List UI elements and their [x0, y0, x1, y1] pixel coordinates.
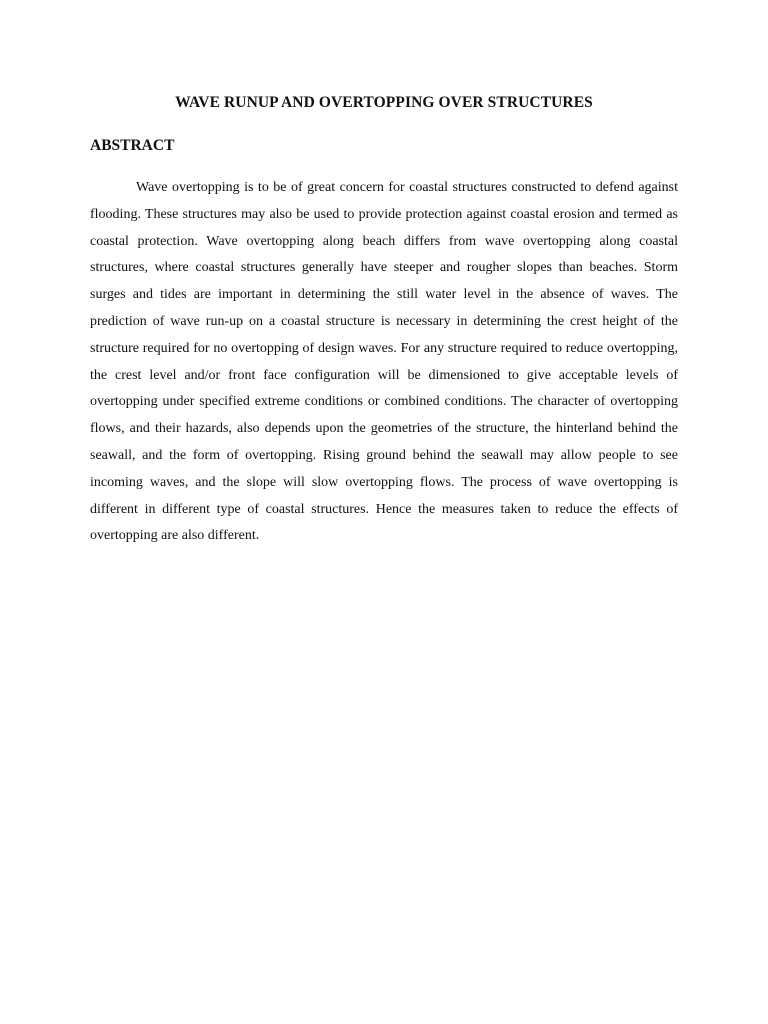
document-title: WAVE RUNUP AND OVERTOPPING OVER STRUCTURES — [175, 94, 593, 111]
abstract-paragraph: Wave overtopping is to be of great concern for coastal structures constructed to defend against flooding. These structures may also be used to provide protection against coastal erosion and termed as coastal protection. Wave overtopping along beach differs from wave overtopping along coastal structures, where coastal structures generally have steeper and rougher slopes than beaches. Storm surges and tides are important in determining the still water level in the absence of waves. The prediction of wave run-up on a coastal structure is necessary in determining the crest height of the structure required for no overtopping of design waves. For any structure required to reduce overtopping, the crest level and/or front face configuration will be dimensioned to give acceptable levels of overtopping under specified extreme conditions or combined conditions. The character of overtopping flows, and their hazards, also depends upon the geometries of the structure, the hinterland behind the seawall, and the form of overtopping. Rising ground behind the seawall may allow people to see incoming waves, and the slope will slow overtopping flows. The process of wave overtopping is different in different type of coastal structures. Hence the measures taken to reduce the effects of overtopping are also different. — [90, 180, 678, 544]
abstract-heading: ABSTRACT — [90, 137, 175, 154]
